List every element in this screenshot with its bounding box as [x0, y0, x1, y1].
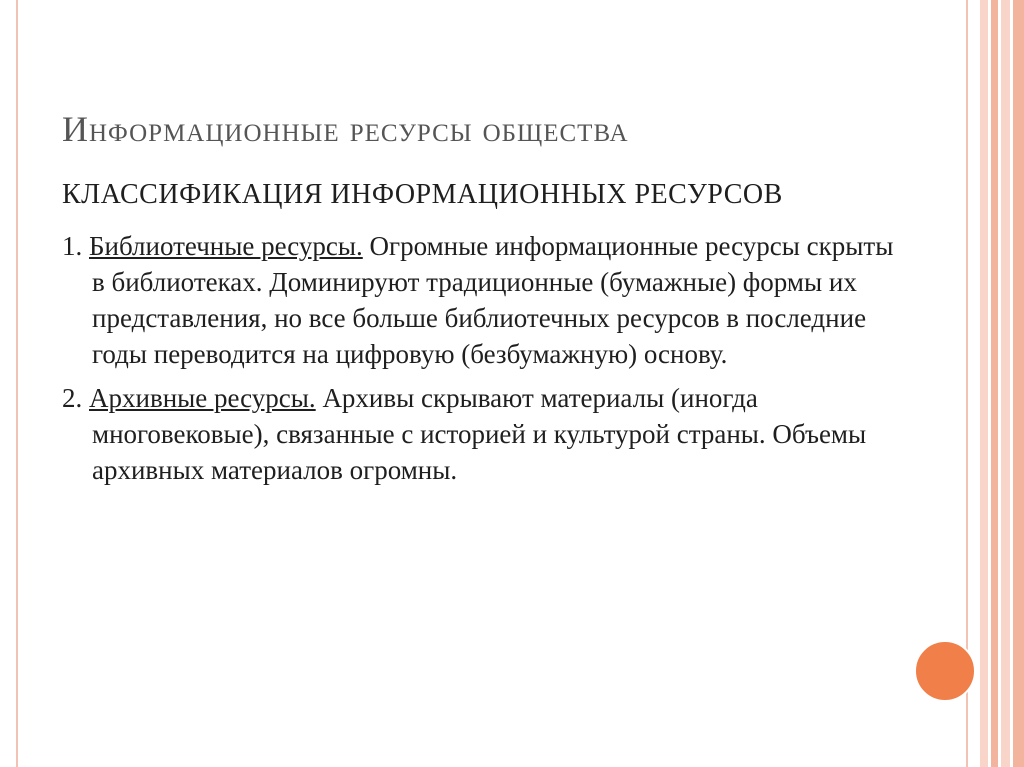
list-item-archive — [62, 380, 908, 488]
decorative-stripes — [980, 0, 1024, 767]
item-term: Архивные ресурсы. — [89, 383, 316, 413]
item-text: Архивы скрывают материалы (иногда многовековые), связанные с историей и культурой страны. Объемы архивных материалов огромны. — [92, 383, 867, 485]
list-item-library — [62, 228, 908, 372]
subheading: КЛАССИФИКАЦИЯ ИНФОРМАЦИОННЫХ РЕСУРСОВ — [62, 179, 783, 210]
item-number: 1. — [62, 231, 83, 261]
slide-content — [62, 176, 908, 496]
slide-title: Информационные ресурсы общества — [62, 109, 629, 149]
item-number: 2. — [62, 383, 83, 413]
item-term: Библиотечные ресурсы. — [89, 231, 363, 261]
orange-circle-icon — [914, 640, 976, 702]
item-text: Огромные информационные ресурсы скрыты в библиотеках. Доминируют традиционные (бумажные) формы их представления, но все больше библиотечных ресурсов в последние годы переводится на цифровую (безбумажную) основу. — [92, 231, 894, 369]
